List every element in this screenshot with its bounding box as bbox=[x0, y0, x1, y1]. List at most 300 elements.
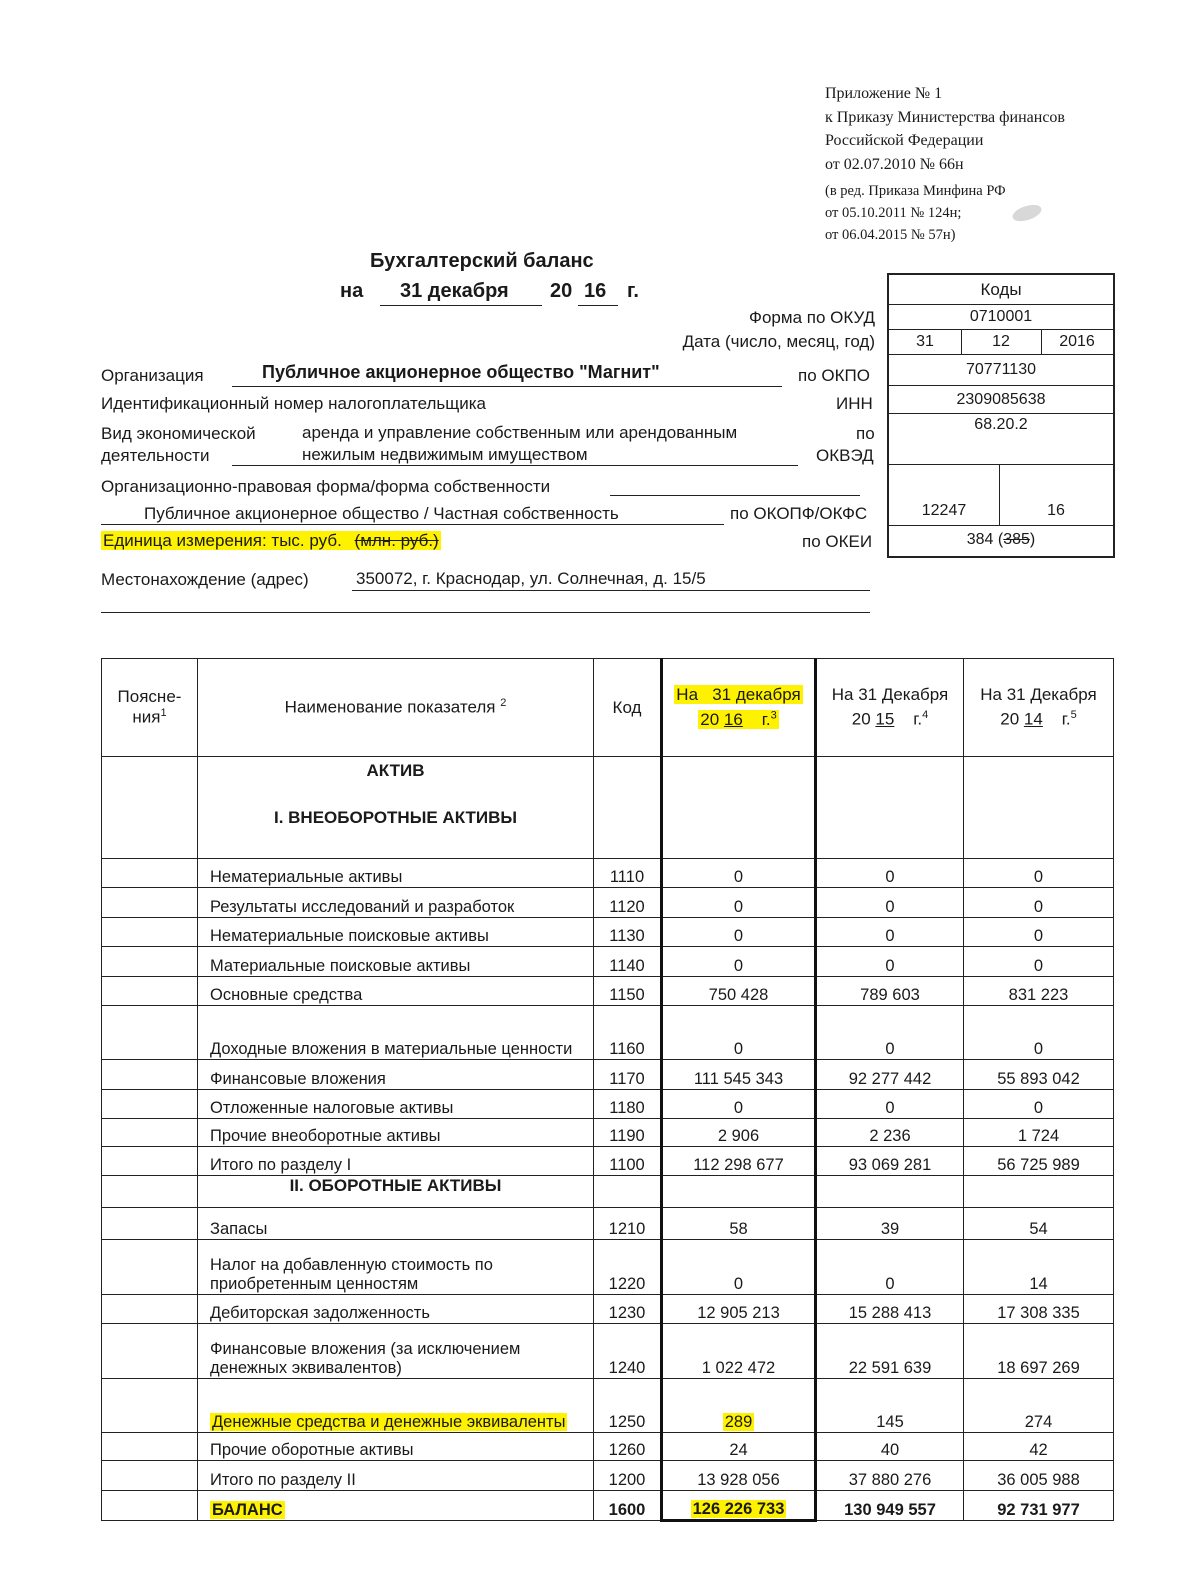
activity-value-1: аренда и управление собственным или арендованным bbox=[302, 423, 738, 442]
indicator-name bbox=[198, 1433, 594, 1461]
table-row bbox=[102, 1060, 1114, 1090]
table-row bbox=[102, 1461, 1114, 1491]
col-name bbox=[198, 659, 594, 757]
value-2016 bbox=[662, 1060, 816, 1090]
legal-form-label: Организационно-правовая форма/форма собственности bbox=[101, 477, 551, 496]
empty-cell bbox=[594, 1176, 662, 1208]
inn-text: Идентификационный номер налогоплательщика bbox=[101, 394, 486, 413]
okved-code: 68.20.2 bbox=[889, 414, 1113, 465]
value-2016-text: 2 906 bbox=[717, 1127, 760, 1145]
value-2014-text: 0 bbox=[1033, 898, 1044, 916]
activity-label-2: деятельности bbox=[101, 446, 210, 465]
doc-title: Бухгалтерский баланс bbox=[370, 250, 594, 272]
indicator-name bbox=[198, 1147, 594, 1176]
row-code bbox=[594, 1147, 662, 1176]
notes-cell bbox=[102, 1090, 198, 1119]
table-row bbox=[102, 859, 1114, 888]
value-2016-text: 750 428 bbox=[708, 986, 769, 1004]
notes-cell bbox=[102, 757, 198, 859]
legal-form-underline-1 bbox=[610, 495, 860, 496]
legal-form-value: Публичное акционерное общество / Частная собственность bbox=[144, 504, 619, 523]
appendix-note bbox=[825, 82, 1065, 246]
col-period-2015 bbox=[816, 659, 964, 757]
codes-title: Коды bbox=[889, 275, 1113, 305]
value-2016-text: 112 298 677 bbox=[693, 1156, 784, 1174]
appendix-line: (в ред. Приказа Минфина РФ bbox=[825, 183, 1006, 199]
col-code bbox=[594, 659, 662, 757]
value-2015-text: 0 bbox=[885, 1275, 895, 1293]
value-2014 bbox=[964, 859, 1114, 888]
value-2016-text: 0 bbox=[733, 927, 744, 945]
table-row bbox=[102, 1006, 1114, 1060]
value-2015 bbox=[816, 1119, 964, 1147]
okfs-code: 16 bbox=[1047, 502, 1065, 519]
section-header-row bbox=[102, 757, 1114, 859]
period-2016-line1: На 31 декабря bbox=[676, 685, 801, 705]
indicator-name-text: Итого по разделу I bbox=[210, 1156, 352, 1174]
value-2015 bbox=[816, 977, 964, 1006]
empty-cell bbox=[102, 1176, 198, 1208]
value-2014 bbox=[964, 977, 1114, 1006]
activity-value-2: нежилым недвижимым имуществом bbox=[302, 445, 588, 464]
address-value: 350072, г. Краснодар, ул. Солнечная, д. 15/5 bbox=[356, 569, 706, 588]
value-2016 bbox=[662, 1119, 816, 1147]
table-row bbox=[102, 1090, 1114, 1119]
notes-cell bbox=[102, 1295, 198, 1324]
row-code bbox=[594, 1324, 662, 1379]
value-2016 bbox=[662, 1379, 816, 1433]
row-code-text: 1210 bbox=[608, 1220, 646, 1238]
title-g: г. bbox=[627, 280, 639, 302]
footnote-mark: 4 bbox=[922, 709, 929, 722]
value-2014-text: 274 bbox=[1024, 1413, 1053, 1431]
value-2015 bbox=[816, 1208, 964, 1240]
value-2016 bbox=[662, 1491, 816, 1521]
section2-heading: II. ОБОРОТНЫЕ АКТИВЫ bbox=[289, 1176, 502, 1195]
value-2014-text: 831 223 bbox=[1008, 986, 1069, 1004]
row-code-text: 1230 bbox=[608, 1304, 646, 1322]
value-2015-text: 22 591 639 bbox=[848, 1359, 932, 1377]
row-code-text: 1130 bbox=[609, 927, 645, 945]
value-2014 bbox=[964, 1060, 1114, 1090]
row-code-text: 1160 bbox=[609, 1040, 645, 1058]
value-2014 bbox=[964, 947, 1114, 977]
value-2016 bbox=[662, 888, 816, 918]
notes-cell bbox=[102, 1240, 198, 1295]
period-2014-g: г. bbox=[1061, 709, 1071, 729]
row-code-text: 1260 bbox=[608, 1441, 646, 1459]
value-cell bbox=[964, 757, 1114, 859]
value-2014 bbox=[964, 1295, 1114, 1324]
title-year-prefix: 20 bbox=[550, 280, 573, 302]
address-underline-1 bbox=[352, 590, 870, 591]
date-code-row bbox=[889, 330, 1113, 355]
indicator-name bbox=[198, 918, 594, 947]
value-2015 bbox=[816, 918, 964, 947]
period-2015-prefix: 20 bbox=[851, 709, 871, 729]
title-on: на bbox=[340, 280, 364, 302]
row-code-text: 1220 bbox=[608, 1275, 646, 1293]
value-2015 bbox=[816, 859, 964, 888]
indicator-name bbox=[198, 1208, 594, 1240]
notes-cell bbox=[102, 1147, 198, 1176]
notes-cell bbox=[102, 888, 198, 918]
footnote-mark: 1 bbox=[160, 707, 167, 720]
value-2016-text: 13 928 056 bbox=[697, 1471, 780, 1489]
unit-label: Единица измерения: тыс. руб. bbox=[103, 531, 342, 550]
empty-cell bbox=[816, 1176, 964, 1208]
indicator-name bbox=[198, 888, 594, 918]
date-year: 2016 bbox=[1059, 333, 1095, 350]
footnote-mark: 2 bbox=[500, 697, 507, 710]
indicator-name-text: Основные средства bbox=[210, 986, 363, 1004]
row-code bbox=[594, 947, 662, 977]
value-2016-text: 126 226 733 bbox=[692, 1500, 785, 1518]
indicator-name-text: Итого по разделу II bbox=[210, 1471, 356, 1489]
row-code bbox=[594, 859, 662, 888]
value-2015 bbox=[816, 888, 964, 918]
row-code bbox=[594, 1090, 662, 1119]
notes-cell bbox=[102, 1060, 198, 1090]
period-2016-prefix: 20 bbox=[700, 709, 720, 729]
value-2014 bbox=[964, 1240, 1114, 1295]
indicator-name-text: Дебиторская задолженность bbox=[210, 1304, 430, 1322]
value-2014-text: 0 bbox=[1033, 927, 1044, 945]
okei-code-row: 384 (385) bbox=[966, 531, 1036, 548]
value-2014 bbox=[964, 1147, 1114, 1176]
indicator-name-text: Материальные поисковые активы bbox=[210, 957, 471, 975]
row-code-text: 1250 bbox=[608, 1413, 646, 1431]
value-2014 bbox=[964, 1379, 1114, 1433]
okei-code: 384 bbox=[966, 531, 994, 548]
value-2014-text: 36 005 988 bbox=[997, 1471, 1080, 1489]
value-2015-text: 0 bbox=[885, 898, 895, 916]
value-2014-text: 92 731 977 bbox=[997, 1501, 1080, 1519]
code-cell bbox=[594, 757, 662, 859]
indicator-name-text: Запасы bbox=[210, 1220, 268, 1238]
value-2014 bbox=[964, 1461, 1114, 1491]
table-row bbox=[102, 977, 1114, 1006]
value-2015-text: 40 bbox=[880, 1441, 900, 1459]
inn-code: 2309085638 bbox=[889, 386, 1113, 414]
value-2014-text: 1 724 bbox=[1017, 1127, 1060, 1145]
codes-box bbox=[887, 273, 1115, 558]
period-2014-prefix: 20 bbox=[1000, 709, 1020, 729]
title-date: 31 декабря bbox=[400, 280, 509, 302]
indicator-name bbox=[198, 1379, 594, 1433]
value-2014 bbox=[964, 1119, 1114, 1147]
indicator-name bbox=[198, 859, 594, 888]
title-year-underline bbox=[578, 305, 618, 306]
appendix-line: Российской Федерации bbox=[825, 132, 984, 149]
unit-line bbox=[101, 531, 441, 551]
value-2014-text: 0 bbox=[1033, 868, 1044, 886]
row-code bbox=[594, 977, 662, 1006]
table-row bbox=[102, 888, 1114, 918]
value-2016 bbox=[662, 1324, 816, 1379]
okpo-label: по ОКПО bbox=[798, 366, 870, 385]
value-2016-text: 24 bbox=[729, 1441, 748, 1459]
unit-struck: (млн. руб.) bbox=[354, 531, 439, 550]
table-row bbox=[102, 1240, 1114, 1295]
row-code bbox=[594, 1433, 662, 1461]
value-2015-text: 0 bbox=[885, 1099, 895, 1117]
value-2016-text: 111 545 343 bbox=[693, 1070, 784, 1088]
value-2016-text: 0 bbox=[733, 898, 744, 916]
table-row bbox=[102, 947, 1114, 977]
value-2016 bbox=[662, 1006, 816, 1060]
row-code-text: 1190 bbox=[609, 1127, 645, 1145]
address-label: Местонахождение (адрес) bbox=[101, 570, 309, 589]
row-code-text: 1120 bbox=[609, 898, 645, 916]
value-2015 bbox=[816, 1461, 964, 1491]
appendix-line: к Приказу Министерства финансов bbox=[825, 108, 1065, 126]
okopf-label: по ОКОПФ/ОКФС bbox=[730, 504, 868, 523]
table-row bbox=[102, 1379, 1114, 1433]
row-code-text: 1150 bbox=[609, 986, 645, 1004]
org-value: Публичное акционерное общество "Магнит" bbox=[262, 362, 660, 382]
value-2016 bbox=[662, 859, 816, 888]
title-date-underline bbox=[380, 305, 542, 306]
value-2014-text: 17 308 335 bbox=[997, 1304, 1080, 1322]
indicator-name bbox=[198, 1240, 594, 1295]
indicator-name bbox=[198, 1461, 594, 1491]
row-code-text: 1180 bbox=[609, 1099, 645, 1117]
section-header-row bbox=[102, 1176, 1114, 1208]
row-code-text: 1240 bbox=[608, 1359, 646, 1377]
indicator-name bbox=[198, 1295, 594, 1324]
indicator-name-text: Прочие оборотные активы bbox=[210, 1441, 414, 1459]
indicator-name bbox=[198, 1060, 594, 1090]
value-2016 bbox=[662, 977, 816, 1006]
value-2016 bbox=[662, 947, 816, 977]
row-code bbox=[594, 1060, 662, 1090]
table-row bbox=[102, 1295, 1114, 1324]
value-2015-text: 37 880 276 bbox=[848, 1471, 932, 1489]
value-2015-text: 145 bbox=[876, 1413, 904, 1431]
value-2015 bbox=[816, 1090, 964, 1119]
value-2014 bbox=[964, 1491, 1114, 1521]
value-2016-text: 0 bbox=[733, 1099, 744, 1117]
balance-total-row bbox=[102, 1491, 1114, 1521]
date-day: 31 bbox=[916, 333, 934, 350]
title-year-suffix: 16 bbox=[584, 280, 607, 302]
appendix-line: от 06.04.2015 № 57н) bbox=[825, 227, 956, 243]
value-2015 bbox=[816, 1240, 964, 1295]
value-2015 bbox=[816, 1433, 964, 1461]
activity-underline bbox=[232, 465, 798, 466]
value-2015 bbox=[816, 1060, 964, 1090]
value-2015 bbox=[816, 1491, 964, 1521]
value-2016-text: 58 bbox=[729, 1220, 748, 1238]
notes-cell bbox=[102, 947, 198, 977]
notes-cell bbox=[102, 859, 198, 888]
indicator-name-text: Результаты исследований и разработок bbox=[210, 898, 515, 916]
value-2016-text: 289 bbox=[724, 1413, 753, 1431]
notes-cell bbox=[102, 977, 198, 1006]
value-2014-text: 0 bbox=[1033, 1099, 1044, 1117]
indicator-name bbox=[198, 947, 594, 977]
row-code-text: 1100 bbox=[609, 1156, 645, 1174]
value-2014-text: 0 bbox=[1033, 1040, 1044, 1058]
value-2014-text: 14 bbox=[1029, 1275, 1048, 1293]
notes-cell bbox=[102, 1379, 198, 1433]
notes-cell bbox=[102, 1208, 198, 1240]
row-code-text: 1110 bbox=[609, 868, 645, 886]
value-2015-text: 39 bbox=[880, 1220, 900, 1238]
row-code bbox=[594, 1295, 662, 1324]
table-row bbox=[102, 1433, 1114, 1461]
section-heading-cell bbox=[198, 757, 594, 859]
okei-label: по ОКЕИ bbox=[802, 532, 873, 551]
row-code bbox=[594, 1208, 662, 1240]
table-row bbox=[102, 1147, 1114, 1176]
value-2014-text: 42 bbox=[1029, 1441, 1048, 1459]
value-2015-text: 93 069 281 bbox=[848, 1156, 932, 1174]
value-2016-text: 12 905 213 bbox=[697, 1304, 780, 1322]
indicator-name-text: Отложенные налоговые активы bbox=[210, 1099, 454, 1117]
aktiv-heading: АКТИВ bbox=[366, 761, 425, 780]
okved-label-2: ОКВЭД bbox=[816, 446, 874, 465]
notes-cell bbox=[102, 918, 198, 947]
value-2015 bbox=[816, 1006, 964, 1060]
okud-code: 0710001 bbox=[889, 305, 1113, 330]
value-2014-text: 55 893 042 bbox=[997, 1070, 1080, 1088]
okei-struck: 385 bbox=[1003, 531, 1030, 548]
table-row bbox=[102, 918, 1114, 947]
empty-cell bbox=[964, 1176, 1114, 1208]
value-2015 bbox=[816, 1324, 964, 1379]
value-2015-text: 2 236 bbox=[869, 1127, 911, 1145]
row-code bbox=[594, 1006, 662, 1060]
org-underline bbox=[232, 386, 782, 387]
value-2014 bbox=[964, 1006, 1114, 1060]
okpo-code: 70771130 bbox=[889, 355, 1113, 386]
value-2014-text: 18 697 269 bbox=[997, 1359, 1080, 1377]
col-period-2014 bbox=[964, 659, 1114, 757]
value-cell bbox=[662, 757, 816, 859]
value-2015-text: 0 bbox=[885, 927, 895, 945]
row-code bbox=[594, 1379, 662, 1433]
value-2016 bbox=[662, 1147, 816, 1176]
indicator-name-text: Доходные вложения в материальные ценности bbox=[210, 1040, 573, 1058]
row-code bbox=[594, 918, 662, 947]
value-2015-text: 0 bbox=[885, 868, 895, 886]
value-2015-text: 92 277 442 bbox=[848, 1070, 932, 1088]
value-2016-text: 0 bbox=[733, 1275, 744, 1293]
col-name-label: Наименование показателя bbox=[284, 697, 496, 717]
notes-cell bbox=[102, 1433, 198, 1461]
value-2016-text: 0 bbox=[733, 957, 744, 975]
section2-heading-cell bbox=[198, 1176, 594, 1208]
value-2016 bbox=[662, 918, 816, 947]
indicator-name bbox=[198, 977, 594, 1006]
col-code-label: Код bbox=[612, 697, 642, 717]
indicator-name-text: Нематериальные поисковые активы bbox=[210, 927, 489, 945]
address-underline-2 bbox=[101, 612, 870, 613]
indicator-name bbox=[198, 1006, 594, 1060]
value-2014-text: 0 bbox=[1033, 957, 1044, 975]
value-2016 bbox=[662, 1433, 816, 1461]
value-2015 bbox=[816, 1147, 964, 1176]
value-2016 bbox=[662, 1208, 816, 1240]
table-row bbox=[102, 1208, 1114, 1240]
appendix-line: от 02.07.2010 № 66н bbox=[825, 155, 964, 173]
value-2015 bbox=[816, 1295, 964, 1324]
row-code bbox=[594, 1119, 662, 1147]
value-2015-text: 789 603 bbox=[860, 986, 920, 1004]
row-code bbox=[594, 1491, 662, 1521]
row-code-text: 1170 bbox=[609, 1070, 645, 1088]
okopf-code: 12247 bbox=[921, 502, 967, 519]
inn-label: ИНН bbox=[836, 394, 873, 413]
indicator-name-text: Прочие внеоборотные активы bbox=[210, 1127, 441, 1145]
col-notes-label: Поясне- ния bbox=[117, 687, 182, 727]
value-2016 bbox=[662, 1295, 816, 1324]
okud-label: Форма по ОКУД bbox=[749, 308, 875, 327]
activity-label-1: Вид экономической bbox=[101, 424, 256, 443]
indicator-name bbox=[198, 1090, 594, 1119]
notes-cell bbox=[102, 1461, 198, 1491]
period-2015-g: г. bbox=[913, 709, 923, 729]
period-2014-line1: На 31 Декабря bbox=[980, 685, 1097, 705]
legal-form-underline-2 bbox=[101, 524, 724, 525]
period-2016-g: г. bbox=[761, 709, 771, 729]
value-2015-text: 130 949 557 bbox=[844, 1501, 936, 1519]
indicator-name-text: Финансовые вложения (за исключением денежных эквивалентов) bbox=[210, 1340, 521, 1377]
value-2014 bbox=[964, 1208, 1114, 1240]
value-2014-text: 56 725 989 bbox=[997, 1156, 1080, 1174]
appendix-line: Приложение № 1 bbox=[825, 85, 943, 102]
row-code-text: 1600 bbox=[608, 1501, 646, 1519]
period-2016-year: 16 bbox=[723, 709, 743, 729]
value-2015 bbox=[816, 1379, 964, 1433]
indicator-name-text: Финансовые вложения bbox=[210, 1070, 386, 1088]
value-2015-text: 0 bbox=[885, 1040, 895, 1058]
indicator-name-text: Налог на добавленную стоимость по приобретенным ценностям bbox=[210, 1256, 493, 1293]
date-label: Дата (число, месяц, год) bbox=[682, 332, 875, 351]
row-code bbox=[594, 1461, 662, 1491]
table-row bbox=[102, 1324, 1114, 1379]
value-2016 bbox=[662, 1461, 816, 1491]
date-month: 12 bbox=[992, 333, 1010, 350]
balance-table bbox=[101, 658, 1114, 1522]
value-2014-text: 54 bbox=[1029, 1220, 1048, 1238]
value-2015-text: 15 288 413 bbox=[848, 1304, 932, 1322]
period-2014-year: 14 bbox=[1023, 709, 1043, 729]
section1-heading: I. ВНЕОБОРОТНЫЕ АКТИВЫ bbox=[273, 808, 518, 827]
table-row bbox=[102, 1119, 1114, 1147]
value-cell bbox=[816, 757, 964, 859]
footnote-mark: 5 bbox=[1070, 709, 1077, 722]
value-2016 bbox=[662, 1090, 816, 1119]
period-2015-line1: На 31 Декабря bbox=[831, 685, 949, 705]
indicator-name-text: Нематериальные активы bbox=[210, 868, 403, 886]
value-2014 bbox=[964, 918, 1114, 947]
indicator-name-text: БАЛАНС bbox=[212, 1501, 283, 1519]
value-2016-text: 0 bbox=[733, 1040, 744, 1058]
value-2014 bbox=[964, 888, 1114, 918]
value-2016-text: 0 bbox=[733, 868, 744, 886]
row-code bbox=[594, 1240, 662, 1295]
value-2014 bbox=[964, 1433, 1114, 1461]
notes-cell bbox=[102, 1491, 198, 1521]
notes-cell bbox=[102, 1006, 198, 1060]
col-period-2016 bbox=[662, 659, 816, 757]
indicator-name bbox=[198, 1324, 594, 1379]
value-2015-text: 0 bbox=[885, 957, 895, 975]
indicator-name bbox=[198, 1491, 594, 1521]
